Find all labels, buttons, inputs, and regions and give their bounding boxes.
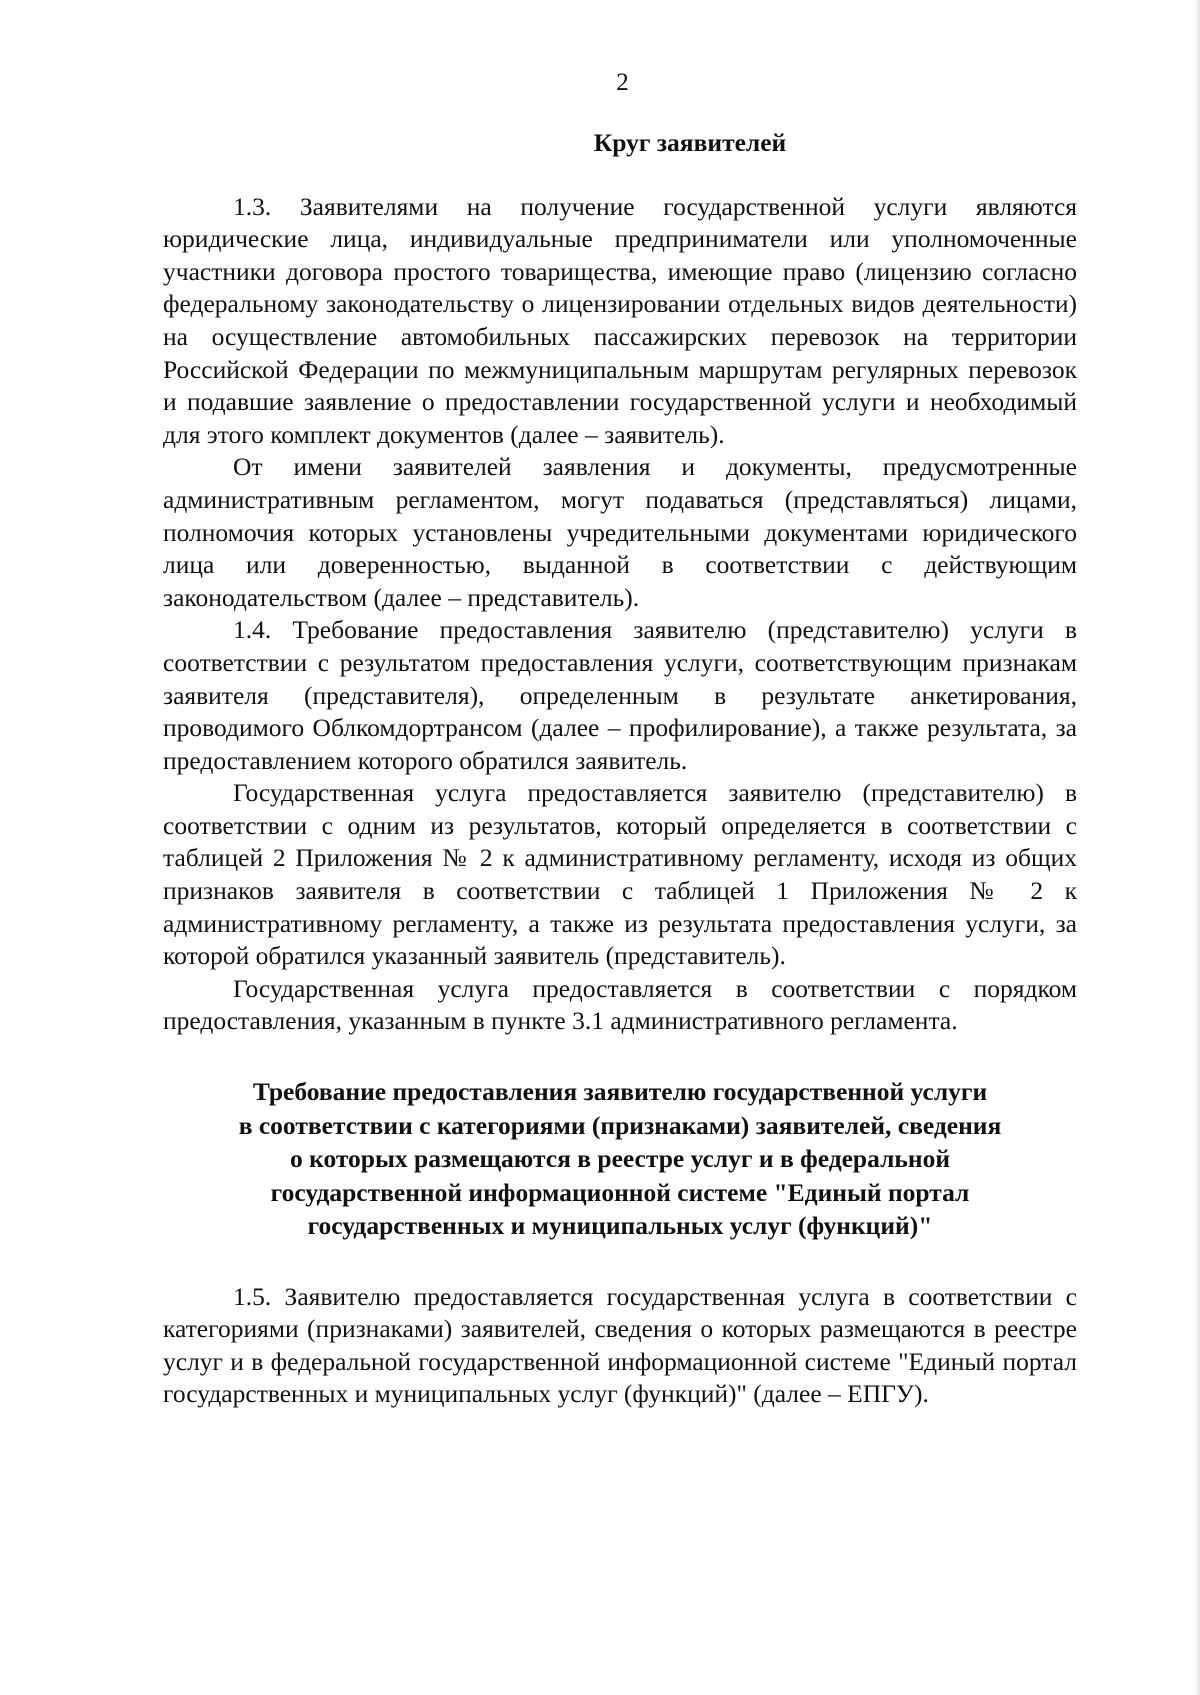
section-title-line: государственных и муниципальных услуг (функций)" (307, 1211, 933, 1241)
page-number: 2 (616, 69, 629, 96)
paragraph-service-order: Государственная услуга предоставляется в соответствии с порядком предоставления, указанным в пункте 3.1 административного регламента. (163, 973, 1077, 1036)
paragraph-service-result: Государственная услуга предоставляется заявителю (представителю) в соответствии с одним из результатов, который определяется в соответствии с таблицей 2 Приложения № 2 к административному регламенту, исходя из общих признаков заявителя в соответствии с таблицей 1 Приложения № 2 к административному регламенту, а также из результата предоставления услуги, за которой обратился указанный заявитель (представитель). (163, 778, 1077, 971)
document-body (163, 120, 1077, 1411)
scan-edge (1194, 0, 1200, 1695)
section-title-line: государственной информационной системе "Единый портал (270, 1177, 970, 1207)
section-title-line: Требование предоставления заявителю государственной услуги (252, 1077, 988, 1107)
section-title-requirement (163, 1075, 1077, 1243)
section-title-line: в соответствии с категориями (признаками) заявителей, сведения (238, 1110, 1002, 1140)
paragraph-representatives: От имени заявителей заявления и документы, предусмотренные административным регламентом, могут подаваться (представляться) лицами, полномочия которых установлены учредительными документами юридического лица или доверенностью, выданной в соответствии с действующим законодательством (далее – представитель). (163, 452, 1077, 612)
section-title-line: о которых размещаются в реестре услуг и в федеральной (289, 1144, 951, 1174)
paragraph-1-3: 1.3. Заявителями на получение государственной услуги являются юридические лица, индивидуальные предприниматели или уполномоченные участники договора простого товарищества, имеющие право (лицензию согласно федеральному законодательству о лицензировании отдельных видов деятельности) на осуществление автомобильных пассажирских перевозок на территории Российской Федерации по межмуниципальным маршрутам регулярных перевозок и подавшие заявление о предоставлении государственной услуги и необходимый для этого комплект документов (далее – заявитель). (163, 191, 1077, 449)
section-title-applicants: Круг заявителей (593, 128, 787, 157)
paragraph-1-5: 1.5. Заявителю предоставляется государственная услуга в соответствии с категориями (признаками) заявителей, сведения о которых размещаются в реестре услуг и в федеральной государственной информационной системе "Единый портал государственных и муниципальных услуг (функций)" (далее – ЕПГУ). (163, 1281, 1077, 1409)
paragraph-1-4: 1.4. Требование предоставления заявителю (представителю) услуги в соответствии с результатом предоставления услуги, соответствующим признакам заявителя (представителя), определенным в результате анкетирования, проводимого Облкомдортрансом (далее – профилирование), а также результата, за предоставлением которого обратился заявитель. (163, 615, 1077, 775)
